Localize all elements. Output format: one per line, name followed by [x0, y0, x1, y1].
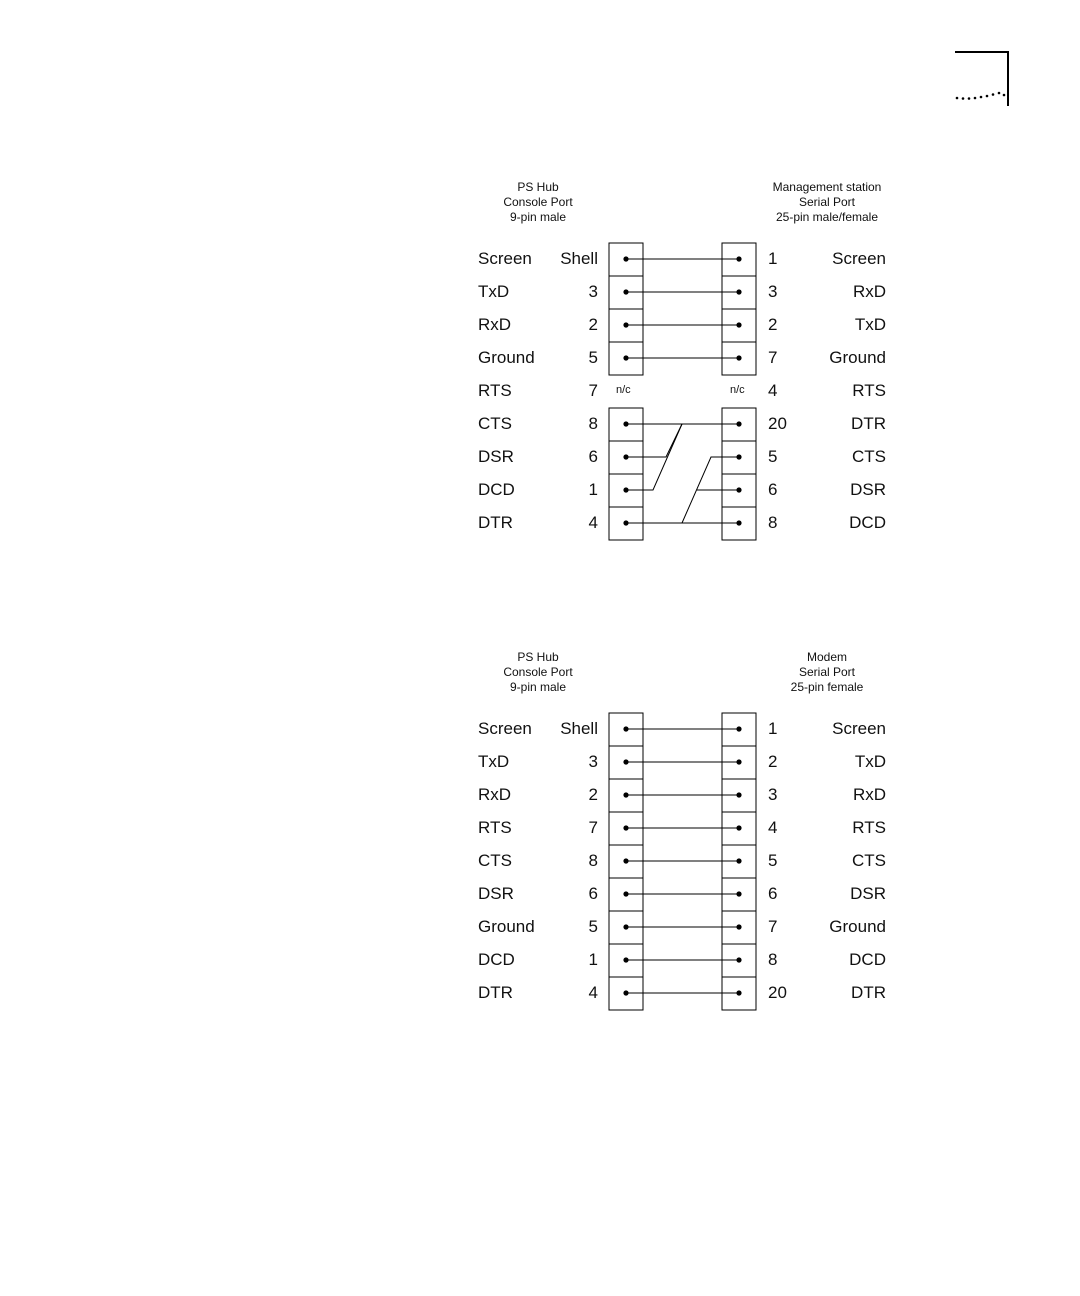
right-signal-label: DSR	[850, 884, 886, 903]
left-pin-number: 3	[588, 752, 598, 771]
right-signal-label: RTS	[852, 818, 886, 837]
left-signal-label: RxD	[478, 315, 512, 334]
header-line: Serial Port	[798, 195, 856, 209]
right-pin-number: 7	[768, 917, 778, 936]
right-signal-label: DTR	[851, 983, 886, 1002]
right-signal-label: DCD	[849, 950, 886, 969]
left-pin-number: 3	[588, 282, 598, 301]
right-pin-number: 1	[768, 719, 778, 738]
header-line: PS Hub	[517, 180, 559, 194]
left-signal-label: TxD	[478, 752, 510, 771]
right-pin-number: 1	[768, 249, 778, 268]
left-signal-label: DSR	[478, 447, 514, 466]
header-line: PS Hub	[517, 650, 559, 664]
right-pin-number: 4	[768, 381, 778, 400]
right-pin-number: 2	[768, 315, 778, 334]
header-line: 25-pin female	[790, 680, 864, 694]
left-pin-number: 5	[588, 917, 598, 936]
header-line: Serial Port	[798, 665, 856, 679]
left-pin-number: 2	[588, 315, 598, 334]
nc-label-left: n/c	[616, 384, 631, 396]
left-signal-label: Screen	[478, 249, 532, 268]
right-signal-label: RTS	[852, 381, 886, 400]
left-pin-number: 6	[588, 884, 598, 903]
left-signal-label: DCD	[478, 480, 515, 499]
right-pin-number: 2	[768, 752, 778, 771]
wiring-graphic	[460, 640, 910, 1020]
header-line: Console Port	[503, 195, 573, 209]
left-signal-label: Ground	[478, 917, 535, 936]
pinout-diagram-management-station	[460, 170, 910, 550]
right-pin-number: 6	[768, 480, 778, 499]
right-pin-number: 8	[768, 950, 778, 969]
right-pin-number: 3	[768, 785, 778, 804]
left-pin-number: 8	[588, 414, 598, 433]
left-signal-label: TxD	[478, 282, 510, 301]
right-signal-label: DCD	[849, 513, 886, 532]
left-signal-label: DTR	[478, 513, 513, 532]
left-pin-number: 2	[588, 785, 598, 804]
right-signal-label: TxD	[854, 315, 886, 334]
right-pin-number: 3	[768, 282, 778, 301]
left-pin-number: Shell	[560, 719, 598, 738]
header-line: Management station	[772, 180, 882, 194]
right-signal-label: TxD	[854, 752, 886, 771]
header-line: 25-pin male/female	[775, 210, 879, 224]
nc-label-right: n/c	[730, 384, 745, 396]
right-pin-number: 8	[768, 513, 778, 532]
right-pin-number: 4	[768, 818, 778, 837]
right-pin-number: 5	[768, 447, 778, 466]
left-signal-label: DCD	[478, 950, 515, 969]
right-signal-label: Ground	[829, 917, 886, 936]
left-pin-number: 1	[588, 950, 598, 969]
right-signal-label: Screen	[832, 719, 886, 738]
header-line: 9-pin male	[509, 680, 567, 694]
left-signal-label: RTS	[478, 381, 512, 400]
left-pin-number: 1	[588, 480, 598, 499]
wiring-graphic	[460, 170, 910, 550]
left-signal-label: RxD	[478, 785, 512, 804]
left-pin-number: 4	[588, 983, 598, 1002]
right-signal-label: DSR	[850, 480, 886, 499]
header-line: Console Port	[503, 665, 573, 679]
right-pin-number: 5	[768, 851, 778, 870]
left-signal-label: CTS	[478, 414, 512, 433]
left-signal-label: DSR	[478, 884, 514, 903]
left-pin-number: 4	[588, 513, 598, 532]
left-signal-label: Ground	[478, 348, 535, 367]
left-pin-number: 8	[588, 851, 598, 870]
right-pin-number: 20	[768, 983, 787, 1002]
page-corner-mark	[0, 0, 1080, 130]
left-signal-label: Screen	[478, 719, 532, 738]
right-pin-number: 20	[768, 414, 787, 433]
right-signal-label: Ground	[829, 348, 886, 367]
right-signal-label: RxD	[852, 785, 886, 804]
right-signal-label: Screen	[832, 249, 886, 268]
pinout-diagram-modem	[460, 640, 910, 1020]
left-pin-number: 7	[588, 381, 598, 400]
header-line: 9-pin male	[509, 210, 567, 224]
left-pin-number: Shell	[560, 249, 598, 268]
header-line: Modem	[806, 650, 847, 664]
left-signal-label: RTS	[478, 818, 512, 837]
right-signal-label: CTS	[852, 447, 886, 466]
right-signal-label: CTS	[852, 851, 886, 870]
left-pin-number: 7	[588, 818, 598, 837]
left-signal-label: DTR	[478, 983, 513, 1002]
right-pin-number: 6	[768, 884, 778, 903]
left-pin-number: 6	[588, 447, 598, 466]
left-signal-label: CTS	[478, 851, 512, 870]
right-signal-label: DTR	[851, 414, 886, 433]
right-signal-label: RxD	[852, 282, 886, 301]
left-pin-number: 5	[588, 348, 598, 367]
right-pin-number: 7	[768, 348, 778, 367]
